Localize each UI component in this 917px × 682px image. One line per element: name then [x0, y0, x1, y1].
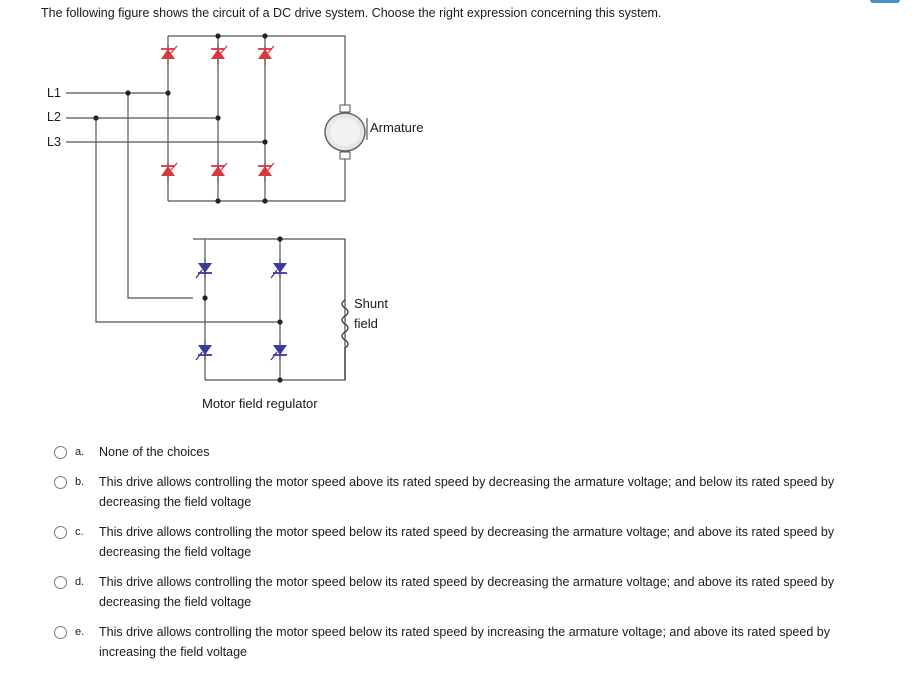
option-text: This drive allows controlling the motor speed below its rated speed by decreasing the armature voltage; and above its rated speed by decreasing the field voltage	[99, 525, 835, 559]
armature-label: Armature	[370, 120, 424, 135]
armature-motor-icon	[325, 105, 365, 159]
line-label-l3: L3	[47, 135, 61, 149]
option-c[interactable]	[54, 522, 874, 562]
option-text: None of the choices	[99, 445, 210, 459]
question-text: The following figure shows the circuit of a DC drive system. Choose the right expression concerning this system.	[41, 6, 662, 20]
radio-b[interactable]	[54, 476, 67, 489]
option-letter: a.	[75, 446, 85, 458]
option-text: This drive allows controlling the motor speed above its rated speed by decreasing the armature voltage; and below its rated speed by decreasing the field voltage	[99, 475, 835, 509]
option-letter: d.	[75, 576, 85, 588]
shunt-label-1: Shunt	[354, 296, 388, 311]
shunt-label-2: field	[354, 316, 378, 331]
regulator-label: Motor field regulator	[202, 396, 318, 411]
radio-a[interactable]	[54, 446, 67, 459]
option-a[interactable]	[54, 442, 874, 462]
line-label-l2: L2	[47, 110, 61, 124]
option-letter: c.	[75, 526, 84, 538]
option-d[interactable]	[54, 572, 874, 612]
option-letter: e.	[75, 626, 85, 638]
option-letter: b.	[75, 476, 85, 488]
radio-d[interactable]	[54, 576, 67, 589]
radio-c[interactable]	[54, 526, 67, 539]
radio-e[interactable]	[54, 626, 67, 639]
option-text: This drive allows controlling the motor speed below its rated speed by increasing the armature voltage; and above its rated speed by increasing the field voltage	[99, 625, 830, 659]
option-text: This drive allows controlling the motor speed below its rated speed by decreasing the armature voltage; and above its rated speed by decreasing the field voltage	[99, 575, 835, 609]
option-e[interactable]	[54, 622, 874, 662]
line-label-l1: L1	[47, 86, 61, 100]
option-b[interactable]	[54, 472, 874, 512]
